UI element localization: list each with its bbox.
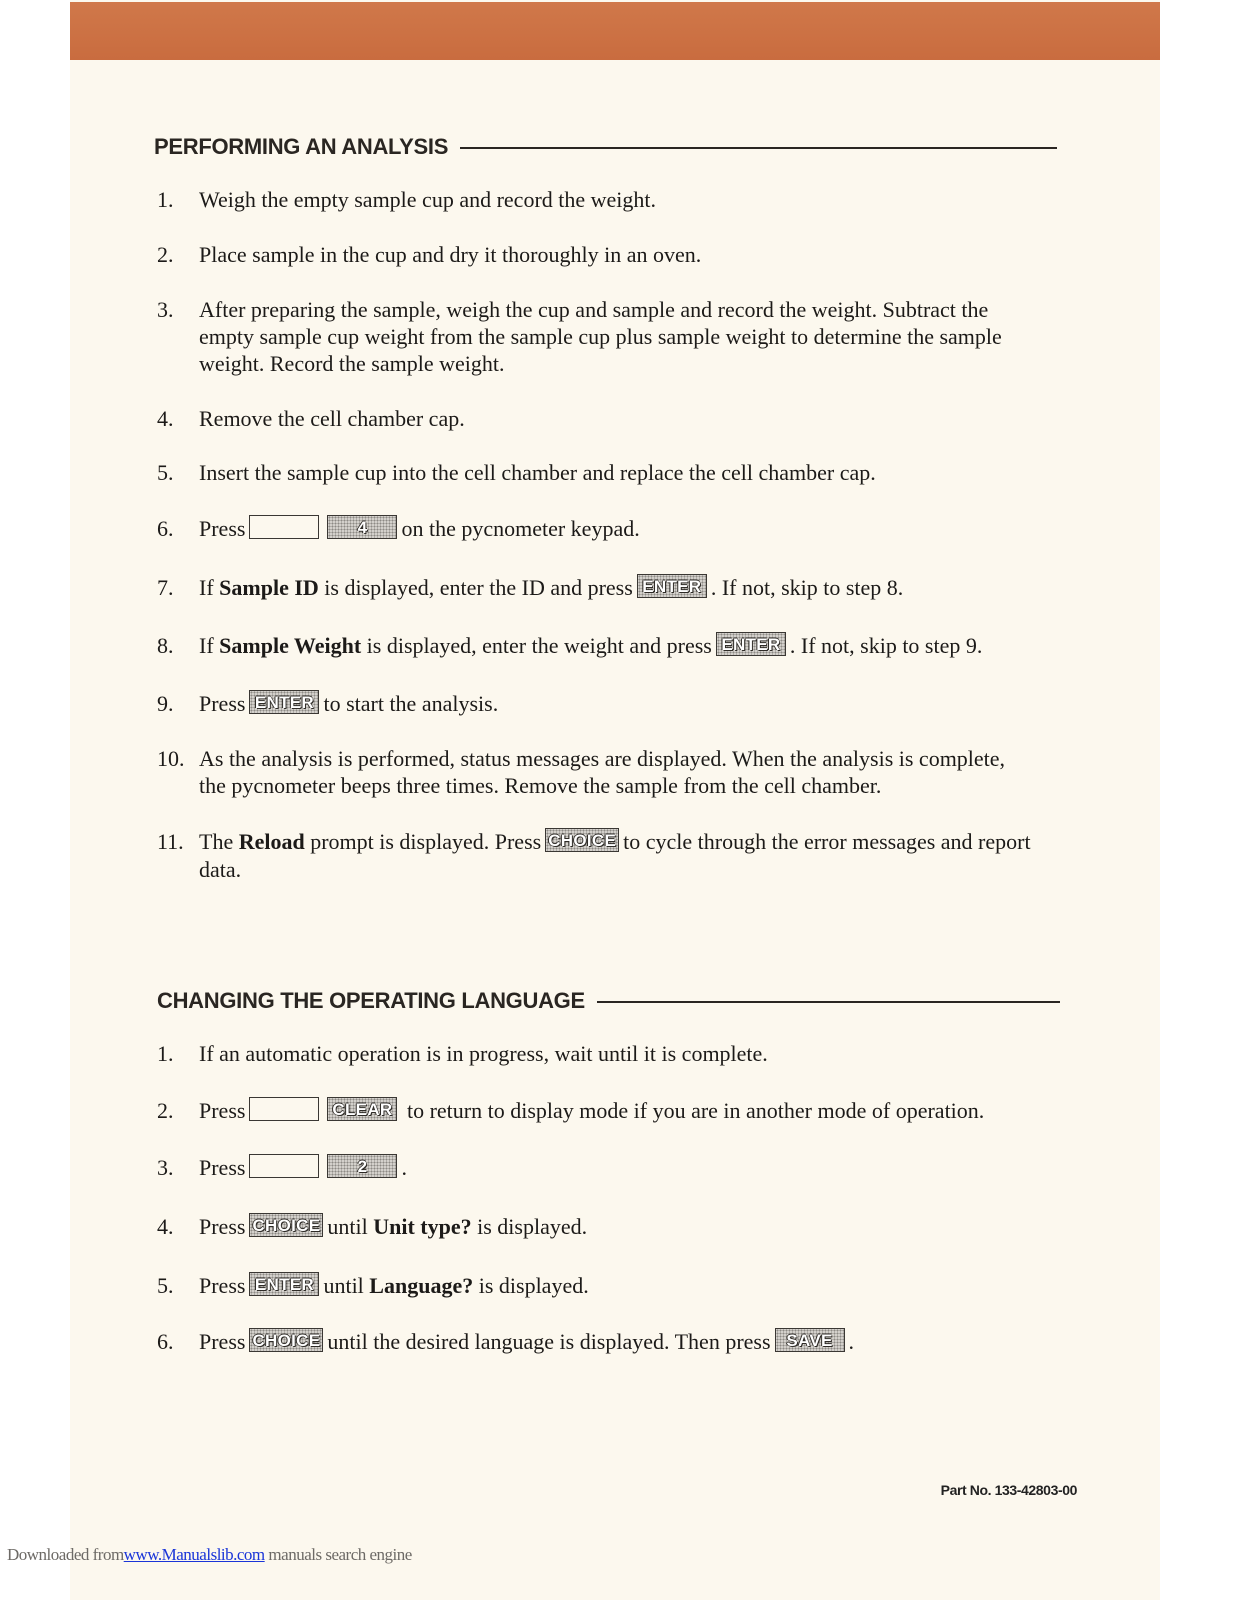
step-text: If an automatic operation is in progress, wait until it is complete.: [199, 1041, 768, 1066]
prompt-name: Unit type?: [373, 1214, 472, 1239]
footer-suffix: manuals search engine: [268, 1545, 412, 1564]
step-text-part: prompt is displayed. Press: [310, 829, 542, 854]
step-number: 7.: [157, 575, 174, 600]
section-title: CHANGING THE OPERATING LANGUAGE: [157, 988, 585, 1013]
step-text: [199, 1097, 1077, 1125]
enter-key-icon: ENTER: [716, 632, 786, 656]
step-number: 4.: [157, 1214, 174, 1239]
step-text: [199, 828, 1057, 883]
step-number: 10.: [157, 746, 185, 771]
step-number: 3.: [157, 297, 174, 322]
blank-key-icon: [249, 1154, 319, 1178]
step-text-part: If: [199, 633, 214, 658]
step-text-part: to return to display mode if you are in another mode of operation.: [406, 1098, 985, 1123]
step-text-part: If: [199, 575, 214, 600]
step-number: 1.: [157, 187, 174, 212]
step-text: After preparing the sample, weigh the cup and sample and record the weight. Subtract the empty sample cup weight from the sample cup plus sample weight to determine the sample weight. Record the sample weight.: [199, 297, 1002, 376]
choice-key-icon: CHOICE: [249, 1213, 323, 1237]
heading-rule: [460, 147, 1057, 149]
step-number: 4.: [157, 406, 174, 431]
section-heading-language: [157, 988, 1060, 1014]
key-2-icon: 2: [327, 1154, 397, 1178]
step-text: Weigh the empty sample cup and record the weight.: [199, 187, 657, 212]
blank-key-icon: [249, 515, 319, 539]
step-text: [199, 1154, 1037, 1182]
step-text-part: Press: [199, 1155, 246, 1180]
step-text-part: The: [199, 829, 234, 854]
step-number: 8.: [157, 633, 174, 658]
footer-prefix: Downloaded from: [7, 1545, 124, 1564]
save-key-icon: SAVE: [775, 1328, 845, 1352]
enter-key-icon: ENTER: [249, 690, 319, 714]
step-number: 6.: [157, 516, 174, 541]
step-text-part: is displayed, enter the ID and press: [324, 575, 633, 600]
step-number: 2.: [157, 242, 174, 267]
step-text-part: . If not, skip to step 9.: [789, 633, 983, 658]
step-text-part: .: [848, 1329, 855, 1354]
step-text-part: . If not, skip to step 8.: [710, 575, 904, 600]
step-text-part: Press: [199, 1098, 246, 1123]
step-text: [199, 574, 1037, 602]
clear-key-icon: CLEAR: [327, 1097, 397, 1121]
step-number: 5.: [157, 460, 174, 485]
section-heading-analysis: [154, 134, 1057, 160]
step-text: [199, 515, 1037, 543]
step-text: [199, 1272, 1037, 1300]
step-text-part: on the pycnometer keypad.: [401, 516, 640, 541]
step-text-part: is displayed.: [478, 1273, 589, 1298]
step-text-part: Press: [199, 516, 246, 541]
step-text: Remove the cell chamber cap.: [199, 406, 465, 431]
key-4-icon: 4: [327, 515, 397, 539]
step-text-part: Press: [199, 1273, 246, 1298]
step-text-part: Press: [199, 1214, 246, 1239]
prompt-name: Language?: [369, 1273, 474, 1298]
step-text-part: until the desired language is displayed. Then press: [327, 1329, 771, 1354]
step-number: 9.: [157, 691, 174, 716]
step-number: 6.: [157, 1329, 174, 1354]
step-number: 2.: [157, 1098, 174, 1123]
choice-key-icon: CHOICE: [545, 828, 619, 852]
step-text-part: until: [323, 1273, 364, 1298]
enter-key-icon: ENTER: [637, 574, 707, 598]
step-text-part: Press: [199, 691, 246, 716]
step-text: As the analysis is performed, status messages are displayed. When the analysis is complete, the pycnometer beeps three times. Remove the sample from the cell chamber.: [199, 746, 1006, 798]
enter-key-icon: ENTER: [249, 1272, 319, 1296]
step-text-part: Press: [199, 1329, 246, 1354]
header-color-band: [70, 2, 1160, 60]
step-number: 3.: [157, 1155, 174, 1180]
blank-key-icon: [249, 1097, 319, 1121]
prompt-name: Sample ID: [219, 575, 319, 600]
part-number: Part No. 133-42803-00: [940, 1482, 1077, 1498]
manual-page: [70, 0, 1160, 1600]
manualslib-link[interactable]: www.Manualslib.com: [123, 1545, 265, 1564]
prompt-name: Sample Weight: [219, 633, 362, 658]
prompt-name: Reload: [238, 829, 305, 854]
step-number: 11.: [157, 829, 184, 854]
step-text: [199, 632, 1067, 660]
step-number: 1.: [157, 1041, 174, 1066]
step-text: Insert the sample cup into the cell chamber and replace the cell chamber cap.: [199, 460, 876, 485]
step-text-part: until: [327, 1214, 368, 1239]
step-text: [199, 1213, 1037, 1241]
step-text-part: to start the analysis.: [323, 691, 499, 716]
step-text-part: is displayed, enter the weight and press: [366, 633, 712, 658]
section-title: PERFORMING AN ANALYSIS: [154, 134, 449, 159]
step-number: 5.: [157, 1273, 174, 1298]
step-text: Place sample in the cup and dry it thoroughly in an oven.: [199, 242, 702, 267]
step-text-part: is displayed.: [477, 1214, 588, 1239]
step-text: [199, 690, 1037, 718]
choice-key-icon: CHOICE: [249, 1328, 323, 1352]
step-text-part: .: [401, 1155, 407, 1180]
step-text-part: to cycle through the error messages and report data.: [199, 829, 1031, 882]
download-footer: [7, 1545, 412, 1565]
heading-rule: [597, 1001, 1060, 1003]
step-text: [199, 1328, 1037, 1356]
